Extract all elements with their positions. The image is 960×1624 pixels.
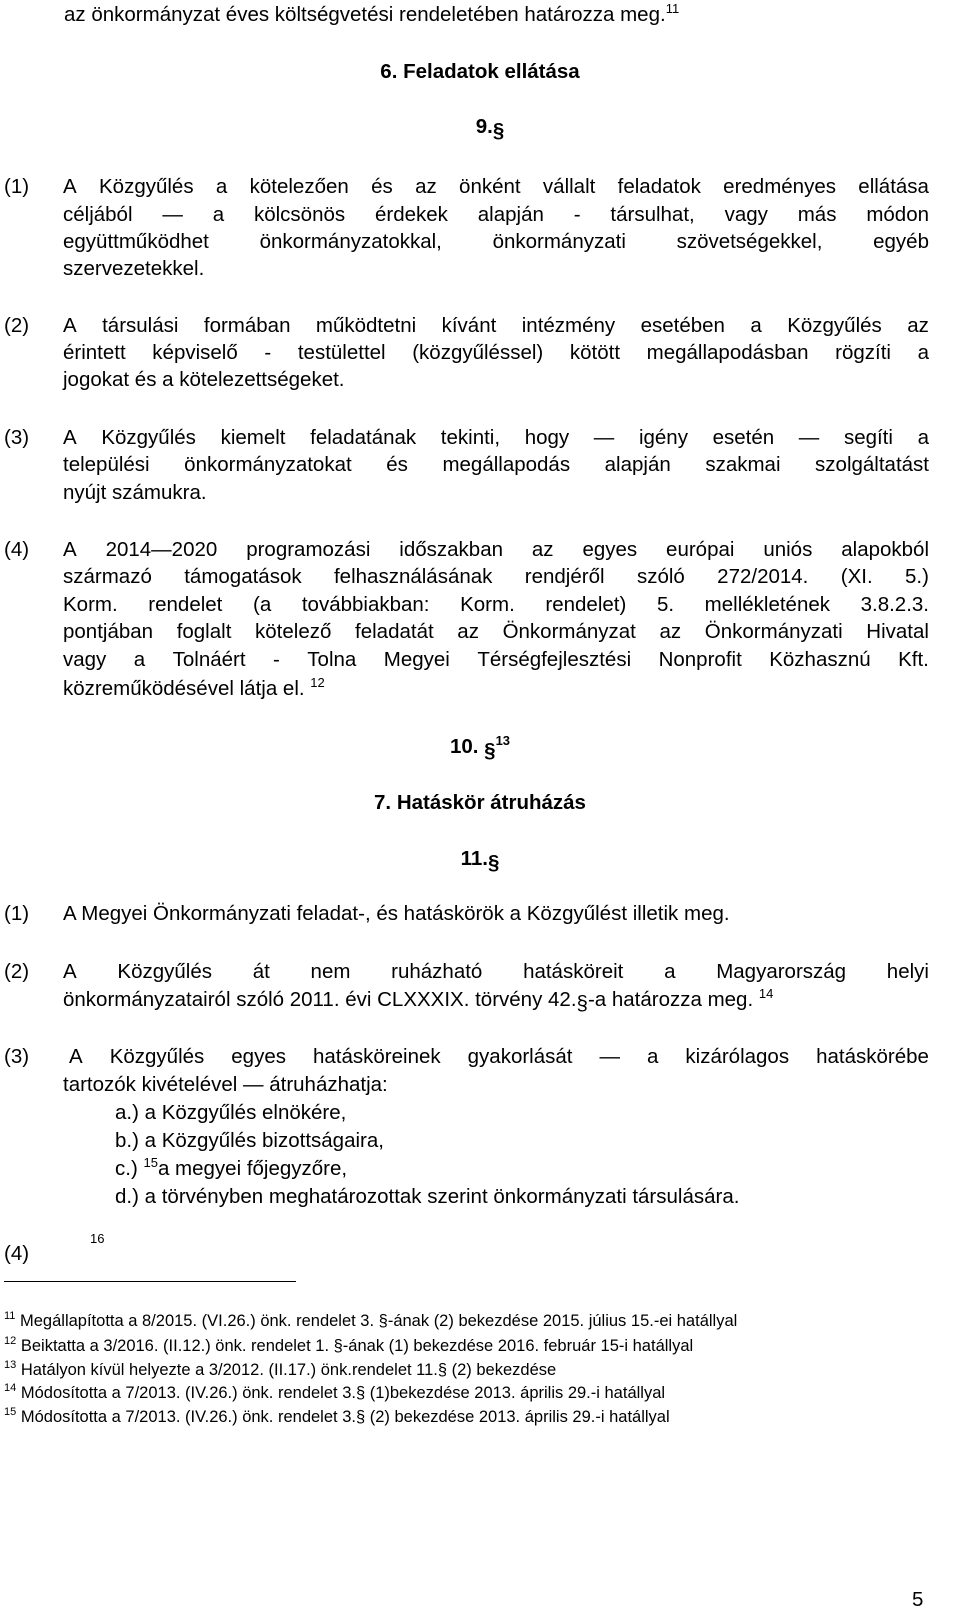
word: intézmény: [521, 314, 616, 337]
paragraph-line: önkormányzatairól szóló 2011. évi CLXXXIX. törvény 42.§-a határozza meg. $^{14}$: [63, 986, 774, 1015]
word: feladatok: [617, 175, 701, 198]
word: hogy: [524, 426, 570, 449]
paragraph-line: jogokat és a kötelezettségeket.: [63, 368, 345, 391]
paragraph-line: [63, 540, 929, 561]
word: 272/2014.: [717, 565, 809, 588]
word: a: [212, 203, 225, 226]
word: Közgyűlés: [787, 314, 882, 337]
word: társulási: [102, 314, 179, 337]
footnote: $^{14}$ Módosította a 7/2013. (IV.26.) önk. rendelet 3.§ (1)bekezdése 2013. április 29.-i hatállyal: [4, 1382, 666, 1402]
footnote: $^{12}$ Beiktatta a 3/2016. (II.12.) önk. rendelet 1. §-ának (1) bekezdése 2016. február 15-i hatállyal: [4, 1335, 694, 1355]
word: feladatát: [355, 620, 434, 643]
word: az: [415, 175, 437, 198]
word: vállalt: [542, 175, 596, 198]
word: A: [69, 1045, 83, 1068]
word: igény: [638, 426, 688, 449]
word: Önkormányzati: [704, 620, 843, 643]
word: a: [917, 426, 929, 449]
word: a: [917, 341, 929, 364]
word: az: [531, 538, 554, 561]
word: Megyei: [383, 648, 450, 671]
word: Közgyűlés: [101, 426, 196, 449]
word: Közhasznú: [769, 648, 871, 671]
carryover-line: az önkormányzat éves költségvetési rendeletében határozza meg.$^{11}$: [64, 1, 680, 26]
word: foglalt: [176, 620, 232, 643]
word: Korm.: [63, 593, 118, 616]
paragraph-line: szervezetekkel.: [63, 257, 205, 280]
word: gyakorlását: [467, 1045, 573, 1068]
word: önkormányzati: [492, 230, 626, 253]
word: -: [573, 203, 581, 226]
word: segíti: [843, 426, 893, 449]
chapter-7-heading: 7. Hatáskör átruházás: [374, 791, 586, 814]
word: Közgyűlés: [117, 960, 212, 983]
list-item: d.) a törvényben meghatározottak szerint önkormányzati társulására.: [115, 1185, 740, 1208]
word: rendelet: [148, 593, 223, 616]
word: A: [63, 175, 77, 198]
word: Nonprofit: [658, 648, 742, 671]
word: formában: [203, 314, 291, 337]
word: szolgáltatást: [815, 453, 929, 476]
word: Önkormányzat: [502, 620, 636, 643]
footnote-ref-16: 16: [90, 1231, 105, 1246]
list-item: c.) $^{15}$a megyei főjegyzőre,: [115, 1155, 348, 1180]
word: 3.8.2.3.: [860, 593, 929, 616]
word: esetében: [640, 314, 725, 337]
word: 5.): [905, 565, 929, 588]
word: helyi: [886, 960, 929, 983]
word: rendjéről: [524, 565, 605, 588]
section-sign: §: [492, 119, 505, 142]
word: alapján: [477, 203, 544, 226]
paragraph-line: nyújt számukra.: [63, 481, 207, 504]
word: hatásköreit: [523, 960, 624, 983]
word: Tolnáért: [172, 648, 246, 671]
word: át: [252, 960, 270, 983]
word: hatásköreinek: [313, 1045, 441, 1068]
word: a: [664, 960, 676, 983]
word: Hivatal: [866, 620, 929, 643]
list-item: a.) a Közgyűlés elnökére,: [115, 1101, 347, 1124]
paragraph-line: [63, 343, 929, 364]
word: szövetségekkel,: [676, 230, 823, 253]
word: és: [371, 175, 393, 198]
paragraph-line: [63, 622, 929, 643]
word: vagy: [63, 648, 107, 671]
word: -: [273, 648, 280, 671]
footnote-ref-12: 12: [310, 675, 325, 690]
word: szóló: [636, 565, 685, 588]
word: megállapodásban: [646, 341, 809, 364]
word: vagy: [724, 203, 768, 226]
word: egyes: [231, 1045, 286, 1068]
word: önkormányzatokat: [184, 453, 352, 476]
paragraph-label: (3): [4, 1045, 30, 1068]
word: továbbiakban:: [301, 593, 430, 616]
word: megállapodás: [442, 453, 571, 476]
word: céljából: [63, 203, 133, 226]
word: Tolna: [307, 648, 357, 671]
paragraph-label: (2): [4, 960, 30, 983]
word: ellátása: [858, 175, 929, 198]
footnote: $^{13}$ Hatályon kívül helyezte a 3/2012. (II.17.) önk.rendelet 11.§ (2) bekezdése: [4, 1359, 557, 1379]
paragraph-line: [63, 316, 929, 337]
paragraph-label: (3): [4, 426, 30, 449]
word: (a: [253, 593, 272, 616]
word: önkormányzatokkal,: [259, 230, 442, 253]
word: érdekek: [374, 203, 448, 226]
word: -: [264, 341, 272, 364]
word: —: [798, 426, 820, 449]
word: tekinti,: [440, 426, 501, 449]
section-11-heading: 11.§: [460, 847, 500, 874]
word: kizárólagos: [685, 1045, 790, 1068]
paragraph-label: (4): [4, 1242, 30, 1265]
paragraph-line: [69, 1047, 929, 1068]
paragraph-label: (1): [4, 902, 30, 925]
paragraph-line: [63, 650, 929, 671]
word: Közgyűlés: [109, 1045, 205, 1068]
section-sign: §: [487, 851, 500, 874]
footnote-ref-13: 13: [495, 733, 511, 748]
footnote-ref-15: 15: [143, 1155, 158, 1170]
page-number: 5: [912, 1588, 924, 1611]
word: érintett: [63, 341, 126, 364]
word: —: [162, 203, 183, 226]
word: Magyarország: [716, 960, 847, 983]
section-sign: §: [576, 992, 588, 1015]
paragraph-line: [63, 962, 929, 983]
word: egyes: [582, 538, 638, 561]
word: és: [386, 453, 408, 476]
word: rögzíti: [835, 341, 891, 364]
word: az: [907, 314, 929, 337]
word: települési: [63, 453, 150, 476]
paragraph-line: [63, 455, 929, 476]
word: a: [750, 314, 762, 337]
word: feladatának: [310, 426, 417, 449]
word: szakmai: [705, 453, 781, 476]
word: kiemelt: [220, 426, 286, 449]
word: kötött: [569, 341, 621, 364]
word: alapján: [604, 453, 671, 476]
word: az: [457, 620, 479, 643]
word: az: [659, 620, 682, 643]
paragraph-line: [63, 205, 929, 226]
word: A: [63, 314, 77, 337]
word: 2014—2020: [105, 538, 218, 561]
paragraph-line: közreműködésével látja el. $^{12}$: [63, 675, 325, 700]
footnote-ref-14: 14: [758, 986, 774, 1001]
word: képviselő: [152, 341, 238, 364]
word: nem: [310, 960, 351, 983]
word: Térségfejlesztési: [477, 648, 632, 671]
word: —: [593, 426, 615, 449]
paragraph-line: [63, 232, 929, 253]
paragraph-label: (2): [4, 314, 30, 337]
word: más: [797, 203, 837, 226]
word: —: [599, 1045, 620, 1068]
word: a: [133, 648, 146, 671]
word: 5.: [656, 593, 675, 616]
word: társulhat,: [610, 203, 695, 226]
word: működtetni: [315, 314, 417, 337]
word: esetén: [712, 426, 775, 449]
word: hatáskörébe: [816, 1045, 929, 1068]
word: kölcsönös: [253, 203, 346, 226]
word: felhasználásának: [333, 565, 493, 588]
footnote: $^{11}$ Megállapította a 8/2015. (VI.26.) önk. rendelet 3. §-ának (2) bekezdése 2015. július 15.-ei hatállyal: [4, 1310, 738, 1330]
section-10-heading: 10. §$^{13}$: [449, 733, 511, 762]
word: eredményes: [723, 175, 836, 198]
paragraph-line: tartozók kivételével — átruházhatja:: [63, 1073, 388, 1096]
word: támogatások: [184, 565, 302, 588]
paragraph-line: [63, 428, 929, 449]
footnote: $^{15}$ Módosította a 7/2013. (IV.26.) önk. rendelet 3.§ (2) bekezdése 2013. április 29.-i hatállyal: [4, 1406, 670, 1426]
word: európai: [666, 538, 735, 561]
word: alapokból: [841, 538, 929, 561]
paragraph-line: [63, 567, 929, 588]
section-sign: §: [484, 739, 496, 762]
word: Kft.: [898, 648, 929, 671]
footnote-ref-11: 11: [665, 1, 680, 16]
word: (XI.: [840, 565, 873, 588]
word: a: [215, 175, 228, 198]
word: A: [63, 426, 77, 449]
chapter-6-heading: 6. Feladatok ellátása: [380, 60, 580, 83]
word: egyéb: [873, 230, 929, 253]
word: Korm.: [460, 593, 515, 616]
word: testülettel: [297, 341, 386, 364]
word: ruházható: [391, 960, 483, 983]
paragraph-line: A Megyei Önkormányzati feladat-, és hatáskörök a Közgyűlést illetik meg.: [63, 902, 730, 925]
word: Közgyűlés: [99, 175, 194, 198]
list-item: b.) a Közgyűlés bizottságaira,: [115, 1129, 384, 1152]
word: módon: [866, 203, 929, 226]
word: kötelező: [255, 620, 332, 643]
word: (közgyűléssel): [412, 341, 544, 364]
word: rendelet): [545, 593, 627, 616]
word: származó: [63, 565, 152, 588]
word: mellékletének: [704, 593, 830, 616]
word: A: [63, 960, 77, 983]
footnote-separator: [4, 1281, 296, 1282]
paragraph-label: (1): [4, 175, 30, 198]
word: A: [63, 538, 77, 561]
paragraph-line: [63, 595, 929, 616]
paragraph-label: (4): [4, 538, 30, 561]
word: a: [646, 1045, 659, 1068]
word: önként: [459, 175, 521, 198]
word: kívánt: [441, 314, 497, 337]
word: uniós: [763, 538, 813, 561]
word: együttműködhet: [63, 230, 209, 253]
word: időszakban: [399, 538, 503, 561]
word: pontjában: [63, 620, 154, 643]
paragraph-line: [63, 177, 929, 198]
section-9-heading: 9.§: [475, 115, 505, 142]
word: programozási: [246, 538, 371, 561]
word: kötelezően: [249, 175, 349, 198]
